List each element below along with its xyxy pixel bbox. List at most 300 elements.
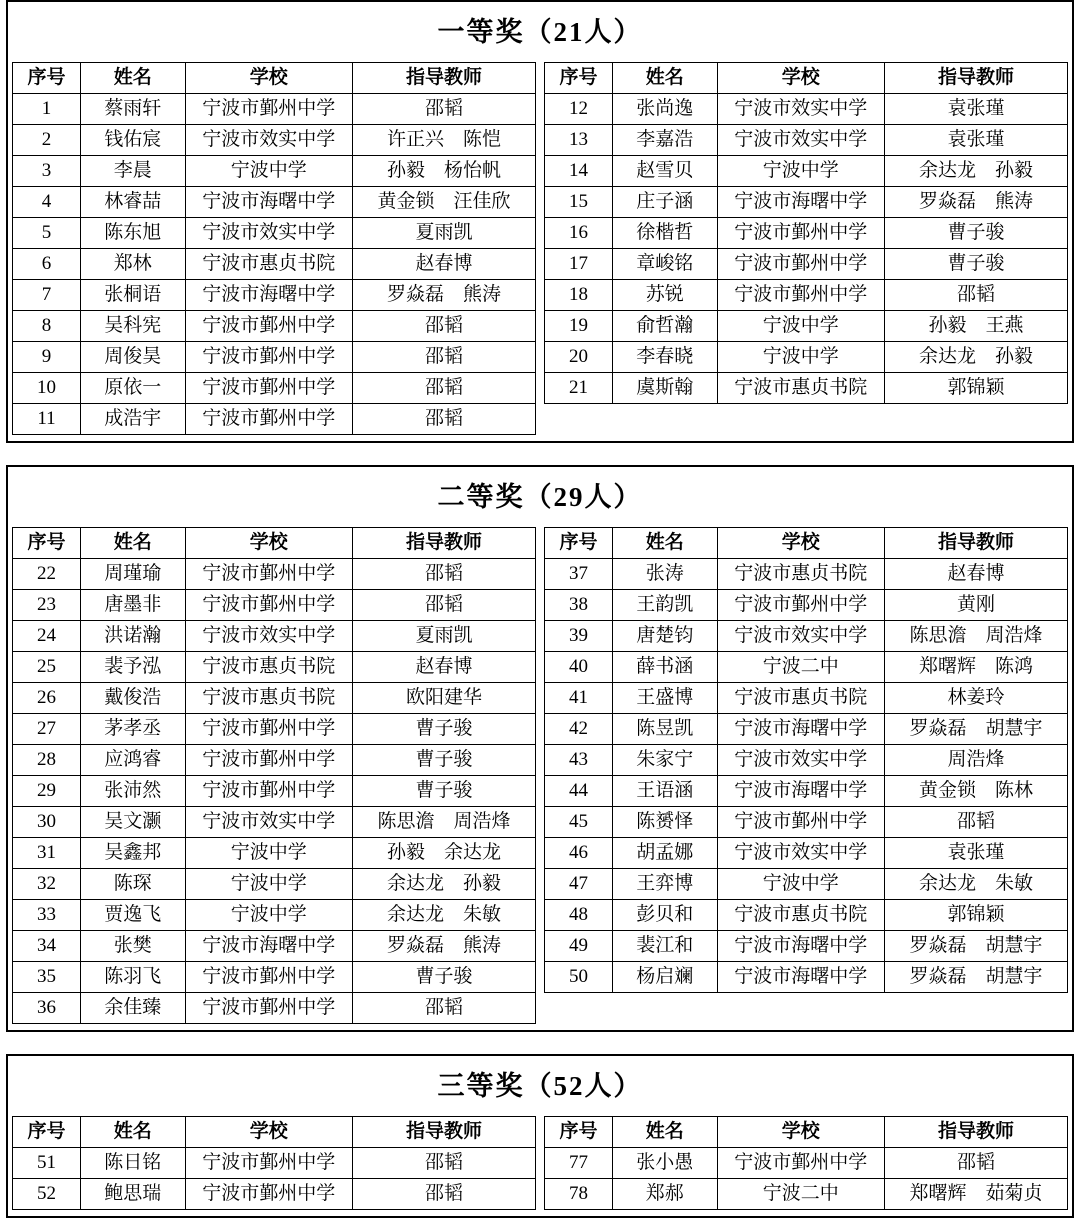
cell-teacher: 孙毅 杨怡帆 (352, 156, 535, 187)
cell-school: 宁波市效实中学 (717, 838, 884, 869)
cell-no: 10 (13, 373, 81, 404)
cell-name: 张尚逸 (612, 94, 717, 125)
cell-name: 洪诺瀚 (80, 621, 185, 652)
column-header-teacher: 指导教师 (884, 63, 1067, 94)
cell-no: 12 (545, 94, 613, 125)
cell-teacher: 袁张瑾 (884, 94, 1067, 125)
cell-name: 钱佑宸 (80, 125, 185, 156)
table-row (13, 590, 536, 621)
column-header-teacher: 指导教师 (352, 1117, 535, 1148)
table-row (545, 900, 1068, 931)
cell-name: 张涛 (612, 559, 717, 590)
cell-no: 50 (545, 962, 613, 993)
cell-name: 贾逸飞 (80, 900, 185, 931)
cell-name: 陈东旭 (80, 218, 185, 249)
cell-school: 宁波二中 (717, 1179, 884, 1210)
cell-name: 余佳臻 (80, 993, 185, 1024)
cell-name: 赵雪贝 (612, 156, 717, 187)
table-row (545, 838, 1068, 869)
cell-empty (884, 993, 1067, 1024)
cell-empty (612, 404, 717, 435)
table-row (545, 156, 1068, 187)
column-header-no: 序号 (545, 1117, 613, 1148)
table-row (13, 559, 536, 590)
cell-name: 李嘉浩 (612, 125, 717, 156)
column-header-no: 序号 (545, 63, 613, 94)
cell-name: 陈日铭 (80, 1148, 185, 1179)
cell-school: 宁波市惠贞书院 (717, 559, 884, 590)
column-header-no: 序号 (545, 528, 613, 559)
cell-teacher: 周浩烽 (884, 745, 1067, 776)
table-row (13, 156, 536, 187)
column-header-no: 序号 (13, 528, 81, 559)
table-row-empty (545, 993, 1068, 1024)
column-header-teacher: 指导教师 (884, 1117, 1067, 1148)
cell-teacher: 曹子骏 (884, 218, 1067, 249)
cell-school: 宁波市鄞州中学 (185, 590, 352, 621)
cell-name: 张桐语 (80, 280, 185, 311)
cell-no: 24 (13, 621, 81, 652)
cell-teacher: 赵春博 (352, 652, 535, 683)
cell-school: 宁波市鄞州中学 (185, 311, 352, 342)
cell-school: 宁波市鄞州中学 (185, 714, 352, 745)
cell-no: 49 (545, 931, 613, 962)
table-row (13, 745, 536, 776)
award-table-left (12, 527, 536, 1024)
cell-name: 王韵凯 (612, 590, 717, 621)
cell-teacher: 余达龙 朱敏 (352, 900, 535, 931)
cell-teacher: 林姜玲 (884, 683, 1067, 714)
cell-school: 宁波市鄞州中学 (717, 807, 884, 838)
cell-no: 41 (545, 683, 613, 714)
section-title-wrap-first (6, 0, 1074, 58)
table-row (545, 187, 1068, 218)
cell-teacher: 陈思澹 周浩烽 (352, 807, 535, 838)
cell-school: 宁波市鄞州中学 (717, 280, 884, 311)
table-row (545, 590, 1068, 621)
cell-school: 宁波市鄞州中学 (717, 218, 884, 249)
cell-school: 宁波中学 (717, 869, 884, 900)
cell-name: 茅孝丞 (80, 714, 185, 745)
cell-no: 14 (545, 156, 613, 187)
table-row (13, 962, 536, 993)
column-header-school: 学校 (185, 1117, 352, 1148)
table-row (545, 94, 1068, 125)
cell-name: 杨启斓 (612, 962, 717, 993)
cell-teacher: 罗焱磊 熊涛 (884, 187, 1067, 218)
cell-name: 戴俊浩 (80, 683, 185, 714)
cell-name: 郑林 (80, 249, 185, 280)
cell-no: 48 (545, 900, 613, 931)
cell-school: 宁波市鄞州中学 (717, 1148, 884, 1179)
cell-school: 宁波市惠贞书院 (717, 373, 884, 404)
column-header-school: 学校 (717, 1117, 884, 1148)
cell-no: 36 (13, 993, 81, 1024)
cell-name: 裴予泓 (80, 652, 185, 683)
cell-name: 徐楷哲 (612, 218, 717, 249)
cell-name: 俞哲瀚 (612, 311, 717, 342)
award-table-left (12, 62, 536, 435)
cell-teacher: 夏雨凯 (352, 218, 535, 249)
cell-name: 苏锐 (612, 280, 717, 311)
table-row (13, 776, 536, 807)
table-row (545, 249, 1068, 280)
cell-school: 宁波中学 (717, 311, 884, 342)
award-section-first (0, 0, 1080, 443)
cell-name: 彭贝和 (612, 900, 717, 931)
table-row (13, 311, 536, 342)
cell-no: 39 (545, 621, 613, 652)
cell-school: 宁波市海曙中学 (185, 280, 352, 311)
cell-name: 应鸿睿 (80, 745, 185, 776)
award-section-third (0, 1054, 1080, 1218)
cell-school: 宁波中学 (185, 869, 352, 900)
cell-no: 22 (13, 559, 81, 590)
table-half-right (540, 523, 1072, 1030)
table-row (545, 683, 1068, 714)
cell-teacher: 袁张瑾 (884, 838, 1067, 869)
cell-no: 11 (13, 404, 81, 435)
cell-no: 29 (13, 776, 81, 807)
cell-name: 王盛博 (612, 683, 717, 714)
table-row (545, 218, 1068, 249)
cell-teacher: 曹子骏 (352, 776, 535, 807)
cell-no: 18 (545, 280, 613, 311)
cell-empty (717, 993, 884, 1024)
cell-teacher: 余达龙 孙毅 (352, 869, 535, 900)
cell-teacher: 余达龙 孙毅 (884, 342, 1067, 373)
table-row (13, 404, 536, 435)
cell-teacher: 罗焱磊 胡慧宇 (884, 931, 1067, 962)
cell-name: 张樊 (80, 931, 185, 962)
cell-name: 王弈博 (612, 869, 717, 900)
cell-school: 宁波市鄞州中学 (185, 342, 352, 373)
table-row (545, 342, 1068, 373)
cell-no: 51 (13, 1148, 81, 1179)
award-table-right (544, 62, 1068, 434)
table-row (13, 807, 536, 838)
table-row (13, 683, 536, 714)
cell-school: 宁波市惠贞书院 (717, 683, 884, 714)
section-separator (0, 1040, 1080, 1054)
cell-school: 宁波市海曙中学 (185, 187, 352, 218)
section-title-wrap-third (6, 1054, 1074, 1112)
cell-name: 李晨 (80, 156, 185, 187)
cell-teacher: 黄金锁 汪佳欣 (352, 187, 535, 218)
cell-empty (612, 993, 717, 1024)
cell-teacher: 邵韬 (352, 94, 535, 125)
cell-name: 周俊昊 (80, 342, 185, 373)
cell-teacher: 邵韬 (352, 342, 535, 373)
table-row (13, 714, 536, 745)
cell-teacher: 郑曙辉 陈鸿 (884, 652, 1067, 683)
section-title-wrap-second (6, 465, 1074, 523)
column-header-no: 序号 (13, 63, 81, 94)
cell-school: 宁波市惠贞书院 (185, 249, 352, 280)
award-table-right (544, 527, 1068, 1023)
cell-school: 宁波市鄞州中学 (185, 559, 352, 590)
cell-teacher: 赵春博 (352, 249, 535, 280)
cell-name: 王语涵 (612, 776, 717, 807)
table-row (545, 311, 1068, 342)
section-separator (0, 451, 1080, 465)
table-half-left (8, 58, 540, 441)
cell-school: 宁波市惠贞书院 (717, 900, 884, 931)
cell-name: 薛书涵 (612, 652, 717, 683)
cell-name: 陈羽飞 (80, 962, 185, 993)
cell-name: 胡孟娜 (612, 838, 717, 869)
table-half-right (540, 1112, 1072, 1216)
table-row (545, 869, 1068, 900)
cell-school: 宁波市鄞州中学 (185, 373, 352, 404)
cell-teacher: 郭锦颖 (884, 900, 1067, 931)
cell-no: 32 (13, 869, 81, 900)
column-header-school: 学校 (717, 63, 884, 94)
award-table-left (12, 1116, 536, 1210)
cell-school: 宁波中学 (185, 900, 352, 931)
section-title: 三等奖（52人） (437, 1071, 643, 1101)
cell-school: 宁波市鄞州中学 (185, 993, 352, 1024)
cell-no: 46 (545, 838, 613, 869)
cell-no: 47 (545, 869, 613, 900)
award-table-right (544, 1116, 1068, 1210)
column-header-teacher: 指导教师 (884, 528, 1067, 559)
table-row (13, 869, 536, 900)
cell-school: 宁波市海曙中学 (717, 931, 884, 962)
cell-no: 20 (545, 342, 613, 373)
cell-no: 30 (13, 807, 81, 838)
table-row (13, 931, 536, 962)
table-row (13, 249, 536, 280)
table-row (545, 1148, 1068, 1179)
cell-no: 15 (545, 187, 613, 218)
table-header-row (545, 528, 1068, 559)
cell-teacher: 黄刚 (884, 590, 1067, 621)
cell-teacher: 邵韬 (352, 404, 535, 435)
cell-school: 宁波市效实中学 (717, 745, 884, 776)
table-row (545, 621, 1068, 652)
cell-no: 44 (545, 776, 613, 807)
cell-school: 宁波中学 (717, 156, 884, 187)
cell-name: 虞斯翰 (612, 373, 717, 404)
cell-no: 37 (545, 559, 613, 590)
cell-school: 宁波市鄞州中学 (185, 776, 352, 807)
cell-school: 宁波市效实中学 (717, 94, 884, 125)
cell-name: 朱家宁 (612, 745, 717, 776)
column-header-name: 姓名 (80, 63, 185, 94)
cell-name: 吴科宪 (80, 311, 185, 342)
cell-no: 2 (13, 125, 81, 156)
cell-school: 宁波市海曙中学 (717, 776, 884, 807)
table-row (13, 900, 536, 931)
cell-school: 宁波中学 (185, 156, 352, 187)
cell-name: 张沛然 (80, 776, 185, 807)
cell-teacher: 欧阳建华 (352, 683, 535, 714)
cell-no: 78 (545, 1179, 613, 1210)
cell-teacher: 曹子骏 (884, 249, 1067, 280)
cell-teacher: 孙毅 余达龙 (352, 838, 535, 869)
cell-school: 宁波中学 (185, 838, 352, 869)
cell-school: 宁波市海曙中学 (717, 962, 884, 993)
cell-teacher: 曹子骏 (352, 714, 535, 745)
cell-school: 宁波中学 (717, 342, 884, 373)
cell-school: 宁波市效实中学 (717, 125, 884, 156)
table-half-left (8, 523, 540, 1030)
cell-teacher: 郭锦颖 (884, 373, 1067, 404)
cell-teacher: 邵韬 (884, 1148, 1067, 1179)
cell-school: 宁波市效实中学 (185, 125, 352, 156)
cell-no: 3 (13, 156, 81, 187)
cell-no: 27 (13, 714, 81, 745)
cell-no: 16 (545, 218, 613, 249)
cell-name: 吴文灏 (80, 807, 185, 838)
cell-teacher: 邵韬 (352, 1148, 535, 1179)
table-header-row (545, 63, 1068, 94)
table-row (13, 187, 536, 218)
cell-school: 宁波市海曙中学 (717, 187, 884, 218)
cell-school: 宁波市海曙中学 (717, 714, 884, 745)
cell-teacher: 邵韬 (352, 993, 535, 1024)
table-row (13, 621, 536, 652)
table-row (545, 807, 1068, 838)
table-row-empty (545, 404, 1068, 435)
cell-teacher: 郑曙辉 茹菊贞 (884, 1179, 1067, 1210)
cell-school: 宁波市鄞州中学 (717, 249, 884, 280)
table-row (545, 1179, 1068, 1210)
column-header-name: 姓名 (612, 63, 717, 94)
table-half-left (8, 1112, 540, 1216)
cell-no: 17 (545, 249, 613, 280)
cell-name: 鲍思瑞 (80, 1179, 185, 1210)
cell-teacher: 罗焱磊 胡慧宇 (884, 962, 1067, 993)
table-row (545, 373, 1068, 404)
cell-school: 宁波二中 (717, 652, 884, 683)
cell-no: 38 (545, 590, 613, 621)
cell-no: 25 (13, 652, 81, 683)
cell-name: 唐楚钧 (612, 621, 717, 652)
cell-teacher: 袁张瑾 (884, 125, 1067, 156)
cell-teacher: 曹子骏 (352, 962, 535, 993)
cell-school: 宁波市海曙中学 (185, 931, 352, 962)
cell-school: 宁波市惠贞书院 (185, 652, 352, 683)
cell-no: 23 (13, 590, 81, 621)
column-header-name: 姓名 (612, 1117, 717, 1148)
cell-no: 33 (13, 900, 81, 931)
cell-no: 8 (13, 311, 81, 342)
table-row (545, 280, 1068, 311)
column-header-teacher: 指导教师 (352, 528, 535, 559)
cell-teacher: 邵韬 (352, 590, 535, 621)
cell-name: 裴江和 (612, 931, 717, 962)
cell-name: 吴鑫邦 (80, 838, 185, 869)
cell-no: 9 (13, 342, 81, 373)
cell-name: 庄子涵 (612, 187, 717, 218)
column-header-name: 姓名 (612, 528, 717, 559)
table-row (13, 993, 536, 1024)
cell-no: 7 (13, 280, 81, 311)
cell-empty (884, 404, 1067, 435)
cell-teacher: 曹子骏 (352, 745, 535, 776)
section-tables-third (6, 1112, 1074, 1218)
cell-teacher: 孙毅 王燕 (884, 311, 1067, 342)
table-header-row (13, 1117, 536, 1148)
table-row (13, 838, 536, 869)
table-row (13, 280, 536, 311)
cell-no: 52 (13, 1179, 81, 1210)
cell-no: 42 (545, 714, 613, 745)
cell-teacher: 夏雨凯 (352, 621, 535, 652)
table-row (545, 652, 1068, 683)
cell-empty (545, 993, 613, 1024)
cell-no: 5 (13, 218, 81, 249)
cell-no: 35 (13, 962, 81, 993)
cell-school: 宁波市效实中学 (717, 621, 884, 652)
cell-school: 宁波市惠贞书院 (185, 683, 352, 714)
cell-teacher: 黄金锁 陈林 (884, 776, 1067, 807)
cell-name: 唐墨非 (80, 590, 185, 621)
table-header-row (545, 1117, 1068, 1148)
table-row (13, 218, 536, 249)
cell-school: 宁波市鄞州中学 (185, 1148, 352, 1179)
cell-no: 6 (13, 249, 81, 280)
cell-name: 陈琛 (80, 869, 185, 900)
cell-no: 45 (545, 807, 613, 838)
cell-name: 陈赟怿 (612, 807, 717, 838)
table-row (13, 373, 536, 404)
column-header-school: 学校 (185, 528, 352, 559)
column-header-school: 学校 (185, 63, 352, 94)
table-row (545, 745, 1068, 776)
cell-no: 31 (13, 838, 81, 869)
cell-school: 宁波市鄞州中学 (185, 94, 352, 125)
cell-name: 陈昱凯 (612, 714, 717, 745)
table-row (13, 125, 536, 156)
cell-school: 宁波市鄞州中学 (185, 1179, 352, 1210)
table-row (545, 125, 1068, 156)
cell-teacher: 许正兴 陈恺 (352, 125, 535, 156)
cell-school: 宁波市鄞州中学 (185, 962, 352, 993)
cell-teacher: 邵韬 (352, 373, 535, 404)
cell-school: 宁波市效实中学 (185, 621, 352, 652)
cell-no: 4 (13, 187, 81, 218)
cell-name: 李春晓 (612, 342, 717, 373)
cell-teacher: 邵韬 (884, 280, 1067, 311)
cell-school: 宁波市鄞州中学 (717, 590, 884, 621)
cell-teacher: 邵韬 (352, 1179, 535, 1210)
cell-no: 40 (545, 652, 613, 683)
column-header-name: 姓名 (80, 1117, 185, 1148)
cell-no: 77 (545, 1148, 613, 1179)
cell-teacher: 罗焱磊 胡慧宇 (884, 714, 1067, 745)
cell-teacher: 邵韬 (352, 311, 535, 342)
section-tables-first (6, 58, 1074, 443)
cell-school: 宁波市鄞州中学 (185, 404, 352, 435)
cell-name: 林睿喆 (80, 187, 185, 218)
table-row (13, 1179, 536, 1210)
table-row (13, 94, 536, 125)
cell-teacher: 赵春博 (884, 559, 1067, 590)
cell-name: 郑郝 (612, 1179, 717, 1210)
section-title: 一等奖（21人） (437, 17, 643, 47)
cell-school: 宁波市效实中学 (185, 807, 352, 838)
cell-teacher: 余达龙 朱敏 (884, 869, 1067, 900)
table-row (545, 776, 1068, 807)
cell-no: 1 (13, 94, 81, 125)
table-row (13, 652, 536, 683)
table-row (545, 559, 1068, 590)
column-header-name: 姓名 (80, 528, 185, 559)
column-header-school: 学校 (717, 528, 884, 559)
